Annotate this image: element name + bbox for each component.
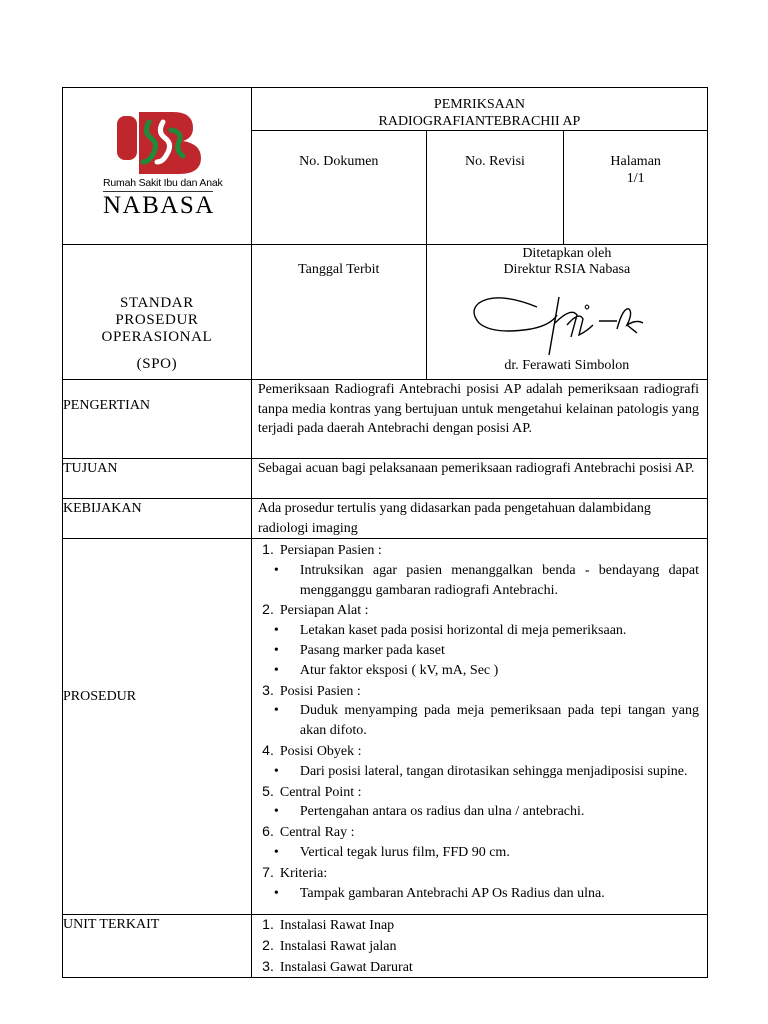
logo-tagline: Rumah Sakit Ibu dan Anak — [103, 177, 223, 189]
unit-list — [252, 915, 707, 977]
step-number: 3. — [262, 681, 274, 698]
approved-by-label: Ditetapkan oleh — [522, 246, 612, 261]
spo-abbreviation: (SPO) — [136, 356, 178, 372]
list-item — [252, 782, 699, 823]
step-title: Central Ray : — [279, 825, 355, 841]
step-title: Central Point : — [279, 784, 362, 800]
bullet-item: • Atur faktor eksposi ( kV, mA, Sec ) — [252, 661, 699, 681]
bullet-item: • Intruksikan agar pasien menanggalkan benda - bendayang dapat mengganggu gambaran radiografi Antebrachi. — [252, 561, 699, 601]
pengertian-label-cell — [63, 380, 252, 459]
list-item — [252, 540, 699, 600]
doc-number-cell — [251, 131, 426, 245]
tujuan-label-cell — [63, 459, 252, 499]
step-title: Kriteria: — [279, 865, 328, 881]
spo-line-3: OPERASIONAL — [101, 329, 213, 345]
step-number: 7. — [262, 863, 274, 880]
pengertian-text: Pemeriksaan Radiografi Antebrachi posisi AP adalah pemeriksaan radiografi tanpa media kontras yang bertujuan untuk mengetahui kelainan patologis yang terjadi pada daerah Antebrachi dengan posisi AP. — [257, 382, 699, 436]
list-item — [252, 957, 699, 978]
hospital-logo — [63, 88, 251, 244]
logo-name: NABASA — [103, 192, 215, 219]
step-number: 1. — [262, 541, 274, 557]
list-item — [252, 936, 699, 957]
pengertian-label: PENGERTIAN — [63, 398, 151, 413]
step-number: 6. — [262, 823, 274, 840]
unit-terkait-label-cell — [63, 915, 252, 978]
page-value: 1/1 — [626, 171, 645, 186]
approval-cell — [426, 245, 707, 380]
revision-label: No. Revisi — [465, 154, 525, 169]
kebijakan-label-cell — [63, 499, 252, 539]
logo-cell — [63, 88, 252, 245]
prosedur-label: PROSEDUR — [63, 689, 137, 704]
bullet-item: • Tampak gambaran Antebrachi AP Os Radius dan ulna. — [252, 884, 699, 904]
spo-title — [63, 295, 251, 346]
step-number: 2. — [262, 601, 274, 618]
issue-date-label: Tanggal Terbit — [298, 262, 380, 277]
prosedur-steps — [252, 540, 707, 903]
nabasa-emblem-icon — [113, 108, 209, 176]
unit-terkait-label: UNIT TERKAIT — [63, 917, 160, 932]
spo-line-1: STANDAR — [120, 295, 194, 311]
unit-number: 1. — [262, 916, 274, 932]
tujuan-content — [251, 459, 707, 499]
kebijakan-text: Ada prosedur tertulis yang didasarkan pada pengetahuan dalambidang radiologi imaging — [257, 501, 651, 536]
list-item — [252, 741, 699, 782]
step-title: Posisi Obyek : — [279, 743, 362, 759]
bullet-item: • Pasang marker pada kaset — [252, 641, 699, 661]
approval-heading — [427, 245, 707, 278]
bullet-item: • Duduk menyamping pada meja pemeriksaan pada tepi tangan yang akan difoto. — [252, 701, 699, 741]
prosedur-label-cell — [63, 539, 252, 915]
list-item — [252, 681, 699, 741]
spo-document — [62, 87, 708, 973]
step-number: 4. — [262, 741, 274, 758]
bullet-item: • Dari posisi lateral, tangan dirotasikan sehingga menjadiposisi supine. — [252, 762, 699, 782]
spo-line-2: PROSEDUR — [115, 312, 199, 328]
bullet-item: • Letakan kaset pada posisi horizontal di meja pemeriksaan. — [252, 621, 699, 641]
unit-number: 3. — [262, 957, 274, 974]
spo-table — [62, 87, 708, 978]
spo-label-cell — [63, 245, 252, 380]
list-item — [252, 822, 699, 863]
unit-name: Instalasi Rawat Inap — [279, 918, 395, 933]
list-item — [252, 915, 699, 936]
title-line-2: RADIOGRAFIANTEBRACHII AP — [378, 114, 581, 129]
page-cell — [564, 131, 708, 245]
list-item — [252, 600, 699, 680]
tujuan-label: TUJUAN — [63, 461, 118, 476]
step-number: 5. — [262, 782, 274, 799]
tujuan-text: Sebagai acuan bagi pelaksanaan pemeriksaan radiografi Antebrachi posisi AP. — [257, 461, 695, 476]
bullet-item: • Vertical tegak lurus film, FFD 90 cm. — [252, 843, 699, 863]
list-item — [252, 863, 699, 904]
kebijakan-content — [251, 499, 707, 539]
signature-icon — [467, 285, 657, 357]
title-line-1: PEMRIKSAAN — [433, 97, 525, 112]
pengertian-content — [251, 380, 707, 459]
prosedur-content — [251, 539, 707, 915]
step-title: Persiapan Pasien : — [279, 543, 382, 558]
unit-name: Instalasi Rawat jalan — [279, 938, 397, 954]
unit-terkait-content — [251, 915, 707, 978]
issue-date-cell — [251, 245, 426, 380]
bullet-item: • Pertengahan antara os radius dan ulna / antebrachi. — [252, 802, 699, 822]
unit-number: 2. — [262, 936, 274, 953]
document-title — [251, 88, 707, 131]
doc-number-label: No. Dokumen — [299, 154, 379, 169]
kebijakan-label: KEBIJAKAN — [63, 501, 142, 516]
step-title: Posisi Pasien : — [279, 683, 361, 699]
signatory-name: dr. Ferawati Simbolon — [504, 358, 630, 373]
step-title: Persiapan Alat : — [279, 603, 369, 619]
revision-cell — [426, 131, 564, 245]
approver-title: Direktur RSIA Nabasa — [503, 262, 631, 277]
page-label: Halaman — [610, 154, 661, 169]
unit-name: Instalasi Gawat Darurat — [279, 959, 413, 975]
